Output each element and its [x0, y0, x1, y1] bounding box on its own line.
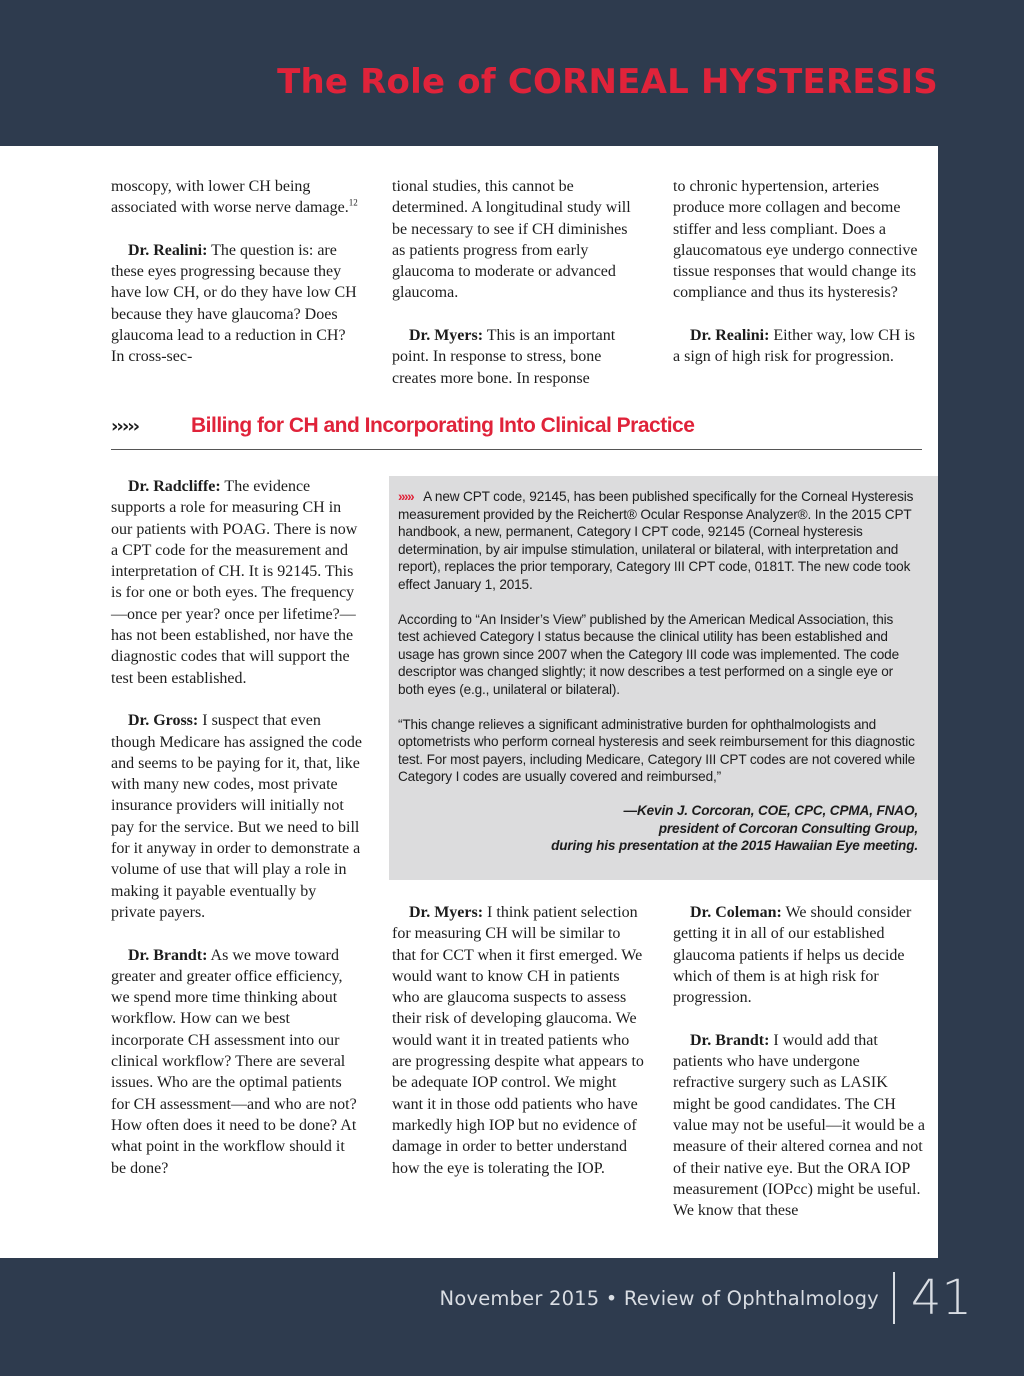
speaker-name: Dr. Realini:	[690, 327, 770, 345]
paragraph	[673, 176, 925, 304]
paragraph-text: As we move toward greater and greater office efficiency, we spend more time thinking about workflow. How can we best incorporate CH assessment into our clinical workflow? There are several issues. Who are the optimal patients for CH assessment—and who are not? How often does it need to be done? At what point in the workflow should it be done?	[111, 946, 357, 1177]
speaker-name: Dr. Brandt:	[128, 946, 208, 964]
paragraph	[392, 325, 642, 389]
page-title: The Role of CORNEAL HYSTERESIS	[277, 62, 938, 102]
speaker-name: Dr. Gross:	[128, 712, 199, 730]
sidebar-text: A new CPT code, 92145, has been published specifically for the Corneal Hysteresis measurement provided by the Reichert® Ocular Response Analyzer®. In the 2015 CPT handbook, a new, permanent, Category I CPT code, 92145 (Corneal hysteresis determination, by air impulse stimulation, unilateral or bilateral, with interpretation and report), replaces the prior temporary, Category III CPT code, 0181T. The new code took effect January 1, 2015.	[398, 489, 914, 592]
page-header	[0, 0, 1024, 146]
speaker-name: Dr. Coleman:	[690, 904, 782, 921]
paragraph-text: I would add that patients who have undergone refractive surgery such as LASIK might be good candidates. The CH value may not be useful—it would be a measure of their altered cornea and not of their native eye. But the ORA IOP measurement (IOPcc) might be useful. We know that these	[673, 1031, 925, 1220]
issue-line: November 2015 • Review of Ophthalmology	[439, 1286, 879, 1310]
bottom-column-3	[673, 902, 925, 1221]
top-column-1	[111, 176, 361, 368]
sidebar-quote: “This change relieves a significant administrative burden for ophthalmologists and optometrists who perform corneal hysteresis and seek reimbursement for this diagnostic test. For most payers, including Medicare, Category III CPT codes are not covered while Category I codes are usually covered and reimbursed,”	[398, 716, 916, 785]
section-heading	[111, 414, 922, 450]
paragraph	[392, 176, 642, 304]
paragraph	[111, 176, 361, 219]
paragraph-text: This is an important point. In response to stress, bone creates more bone. In response	[392, 327, 616, 387]
paragraph-text: moscopy, with lower CH being associated with worse nerve damage.	[111, 178, 349, 217]
paragraph-text: The question is: are these eyes progressing because they have low CH, or do they have low CH because they have glaucoma? Does glaucoma lead to a reduction in CH? In cross-sec-	[111, 241, 357, 366]
paragraph	[111, 240, 361, 368]
paragraph	[673, 1030, 925, 1222]
sidebar-paragraph: According to “An Insider’s View” published by the American Medical Association, this test achieved Category I status because the clinical utility has been established and usage has grown since 2007 when the Category III code was implemented. The code descriptor was changed slightly; it now describes a test performed on a single eye or both eyes (e.g., unilateral or bilateral).	[398, 611, 899, 697]
attribution-line: —Kevin J. Corcoran, COE, CPC, CPMA, FNAO,	[623, 802, 918, 818]
paragraph	[111, 476, 363, 689]
paragraph-text: Either way, low CH is a sign of high risk for progression.	[673, 327, 916, 366]
section-title: Billing for CH and Incorporating Into Clinical Practice	[191, 414, 695, 437]
chevron-right-icon: ›››››	[398, 489, 414, 504]
paragraph-text: I think patient selection for measuring CH will be similar to that for CCT when it first emerged. We would want to know CH in patients who are glaucoma suspects to assess their risk of developing glaucoma. We would want it in treated patients who are progressing despite what appears to be adequate IOP control. We might want it in those odd patients who have markedly high IOP but no evidence of damage in order to better understand how the eye is tolerating the IOP.	[392, 904, 644, 1177]
speaker-name: Dr. Radcliffe:	[128, 478, 221, 495]
bottom-column-1	[111, 476, 363, 1179]
top-column-3	[673, 176, 925, 368]
page-footer	[440, 1268, 972, 1328]
paragraph	[673, 325, 925, 368]
paragraph	[392, 902, 644, 1179]
quote-attribution	[398, 802, 918, 855]
attribution-line: during his presentation at the 2015 Hawaiian Eye meeting.	[551, 838, 918, 854]
paragraph-text: to chronic hypertension, arteries produce more collagen and become stiffer and less compliant. Does a glaucomatous eye undergo connective tissue responses that would change its compliance and thus its hysteresis?	[673, 178, 918, 302]
footer-divider	[893, 1272, 895, 1324]
paragraph-text: tional studies, this cannot be determined. A longitudinal study will be necessary to see if CH diminishes as patients progress from early glaucoma to moderate or advanced glaucoma.	[392, 178, 631, 302]
cpt-code-sidebar	[389, 476, 938, 880]
attribution-line: president of Corcoran Consulting Group,	[658, 820, 918, 836]
paragraph-text: The evidence supports a role for measuring CH in our patients with POAG. There is now a CPT code for the measurement and interpretation of CH. It is 92145. This is for one or both eyes. The frequency—once per year? once per lifetime?—has not been established, nor have the diagnostic codes that will support the test been established.	[111, 478, 358, 687]
reference-superscript: 12	[348, 197, 358, 208]
top-column-2	[392, 176, 642, 389]
paragraph	[111, 710, 363, 923]
chevron-right-icon: ›››››	[111, 416, 139, 437]
speaker-name: Dr. Brandt:	[690, 1031, 770, 1049]
sidebar-paragraph	[398, 488, 918, 594]
speaker-name: Dr. Myers:	[409, 327, 484, 345]
paragraph-text: I suspect that even though Medicare has assigned the code and seems to be paying for it, that, like with many new codes, most private insurance providers will initially not pay for the service. But we need to bill for it anyway in order to demonstrate a volume of use that will play a role in making it payable eventually by private payers.	[111, 712, 363, 921]
speaker-name: Dr. Realini:	[128, 241, 208, 259]
paragraph	[111, 945, 363, 1179]
paragraph	[673, 902, 925, 1008]
speaker-name: Dr. Myers:	[409, 904, 484, 921]
page-number: 41	[910, 1270, 972, 1326]
bottom-column-2	[392, 902, 644, 1179]
paragraph-text: We should consider getting it in all of our established glaucoma patients if helps us decide which of them is at high risk for progression.	[673, 904, 912, 1007]
